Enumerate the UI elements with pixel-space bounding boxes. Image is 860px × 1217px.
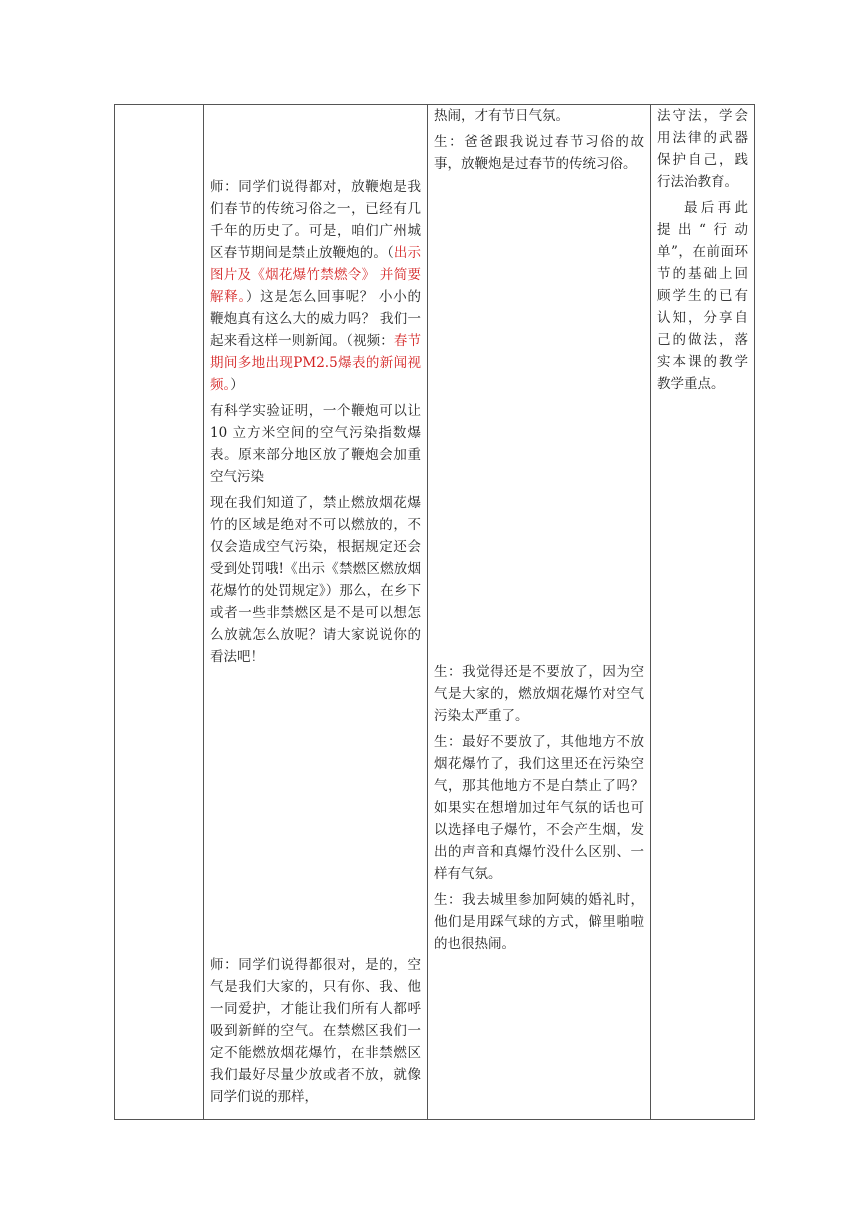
student-activity-cell (428, 105, 651, 1120)
student-response-3: 生：我觉得还是不要放了，因为空气是大家的，燃放烟花爆竹对空气污染太严重了。 (434, 664, 644, 724)
design-intent-2: 最后再此提出“行动单”，在前面环节的基础上回顾学生的已有认知，分享自己的做法，落实本课的教学教学重点。 (657, 200, 748, 392)
stage-cell (115, 105, 204, 1120)
student-response-2: 生：爸爸跟我说过春节习俗的故事，放鞭炮是过春节的传统习俗。 (434, 134, 644, 172)
design-intent-1: 法守法，学会用法律的武器保护自己，践行法治教育。 (657, 108, 748, 190)
student-response-1: 热闹，才有节日气氛。 (434, 108, 569, 124)
highlighted-instruction: 出示图片及《烟花爆竹禁燃令》 并简要解释。 (210, 245, 422, 305)
highlighted-video: 春节期间多地出现PM2.5爆表的新闻视频。 (210, 333, 422, 393)
student-response-5: 生：我去城里参加阿姨的婚礼时，他们是用踩气球的方式，僻里啪啦的也很热闹。 (434, 892, 644, 952)
teacher-paragraph-1: 师：同学们说得都对，放鞭炮是我们春节的传统习俗之一，已经有几千年的历史了。可是，咱们广州城区春节期间是禁止放鞭炮的。（出示图片及《烟花爆竹禁燃令》 并简要解释。）这是怎么回事呢？ 小小的鞭炮真有这么大的威力吗？ 我们一起来看这样一则新闻。（视频：春节期间多地出现PM2.5爆表的新闻视频。） (210, 179, 422, 393)
teacher-paragraph-2: 有科学实验证明，一个鞭炮可以让 10 立方米空间的空气污染指数爆表。原来部分地区放了鞭炮会加重空气污染 (210, 403, 421, 485)
teacher-paragraph-3: 现在我们知道了，禁止燃放烟花爆竹的区域是绝对不可以燃放的，不仅会造成空气污染，根据规定还会受到处罚哦!《出示《禁燃区燃放烟花爆竹的处罚规定》）那么，在乡下或者一些非禁燃区是不是可以想怎么放就怎么放呢？请大家说说你的看法吧！ (210, 495, 421, 665)
table-row (115, 105, 755, 1120)
teacher-paragraph-4: 师：同学们说得都很对，是的，空气是我们大家的，只有你、我、他一同爱护，才能让我们所有人都呼吸到新鲜的空气。在禁燃区我们一定不能燃放烟花爆竹，在非禁燃区我们最好尽量少放或者不放，就像同学们说的那样， (210, 957, 421, 1105)
student-response-4: 生：最好不要放了，其他地方不放烟花爆竹了，我们这里还在污染空气，那其他地方不是白禁止了吗？ 如果实在想增加过年气氛的话也可以选择电子爆竹，不会产生烟，发出的声音和真爆竹没什么区别、一样有气氛。 (434, 734, 644, 882)
teacher-activity-cell (204, 105, 428, 1120)
design-intent-cell (651, 105, 755, 1120)
lesson-plan-table (114, 104, 755, 1120)
